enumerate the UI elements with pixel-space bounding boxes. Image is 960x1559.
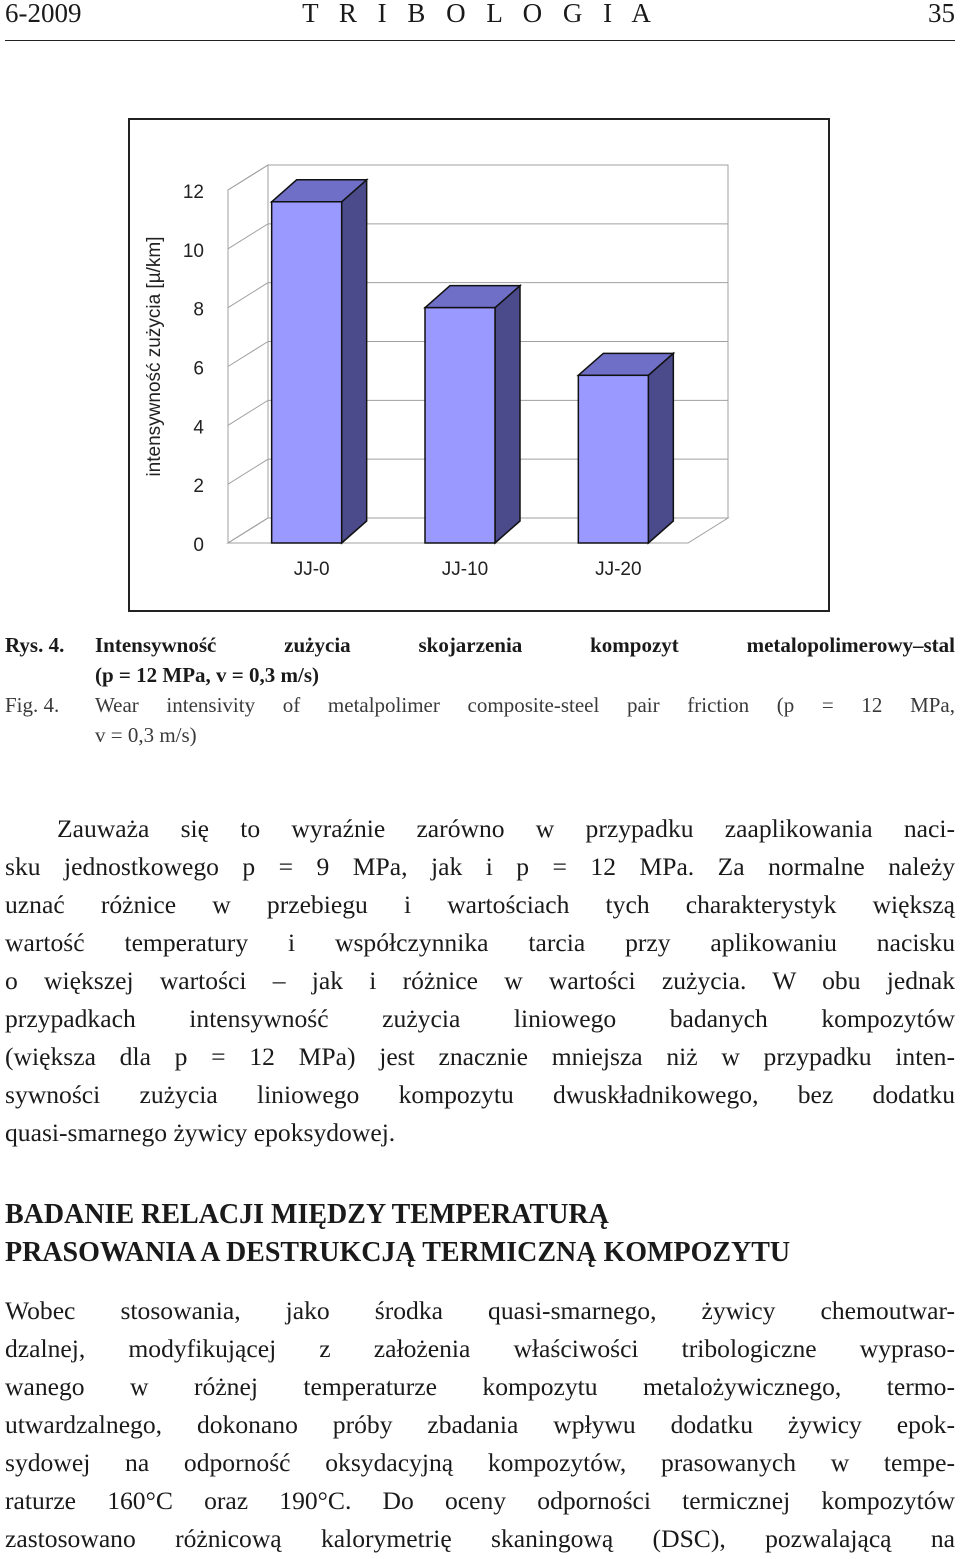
- bar-side: [342, 180, 367, 543]
- caption-pl-line-2: (p = 12 MPa, v = 0,3 m/s): [95, 663, 319, 687]
- figure-caption: [5, 630, 955, 750]
- bar-front: [425, 308, 495, 543]
- x-tick-label: JJ-20: [595, 559, 642, 580]
- journal-title: T R I B O L O G I A: [302, 0, 658, 28]
- y-axis-label: intensywność zużycia [µ/km]: [144, 236, 165, 477]
- text-line: o większej wartości – jak i różnice w wartości zużycia. W obu jednak: [5, 966, 955, 995]
- text-line: utwardzalnego, dokonano próby zbadania wpływu dodatku żywicy epok-: [5, 1410, 955, 1439]
- bar-chart: [128, 118, 830, 612]
- caption-en-line-2: v = 0,3 m/s): [95, 723, 197, 747]
- y-tick-label: 10: [182, 240, 204, 262]
- caption-pl-label: Rys. 4.: [5, 633, 65, 657]
- text-line: quasi-smarnego żywicy epoksydowej.: [5, 1118, 396, 1147]
- x-tick-label: JJ-10: [441, 559, 489, 580]
- caption-en-label: Fig. 4.: [5, 693, 60, 717]
- text-line: sku jednostkowego p = 9 MPa, jak i p = 12 MPa. Za normalne należy: [5, 852, 955, 881]
- caption-pl-line-1: Intensywność zużycia skojarzenia kompozyt metalopolimerowy–stal: [95, 633, 955, 657]
- text-line: raturze 160°C oraz 190°C. Do oceny odporności termicznej kompozytów: [5, 1486, 955, 1515]
- text-line: Zauważa się to wyraźnie zarówno w przypadku zaaplikowania naci-: [57, 814, 955, 843]
- x-tick-label: JJ-0: [293, 559, 330, 580]
- caption-en-line-1: Wear intensivity of metalpolimer composite-steel pair friction (p = 12 MPa,: [95, 693, 955, 717]
- bar-front: [272, 202, 342, 543]
- y-tick-label: 0: [193, 535, 204, 556]
- heading-line: BADANIE RELACJI MIĘDZY TEMPERATURĄ: [5, 1199, 609, 1230]
- y-tick-label: 8: [193, 299, 204, 321]
- running-head: [5, 0, 955, 41]
- text-line: uznać różnice w przebiegu i wartościach tych charakterystyk większą: [5, 890, 955, 919]
- text-line: wartość temperatury i współczynnika tarcia przy aplikowaniu nacisku: [5, 928, 955, 957]
- y-tick-label: 2: [193, 476, 204, 498]
- page-number: 35: [928, 0, 955, 28]
- text-line: dzalnej, modyfikującej z założenia właściwości tribologiczne wypraso-: [5, 1334, 955, 1363]
- bar-front: [578, 375, 648, 543]
- caption-en-row-2: [5, 720, 955, 750]
- text-line: sywności zużycia liniowego kompozytu dwuskładnikowego, bez dodatku: [5, 1080, 955, 1109]
- text-line: Wobec stosowania, jako środka quasi-smarnego, żywicy chemoutwar-: [5, 1296, 955, 1325]
- caption-pl-row-1: [5, 630, 955, 660]
- caption-en-row-1: [5, 690, 955, 720]
- y-tick-label: 6: [193, 358, 204, 380]
- text-line: wanego w różnej temperaturze kompozytu metalożywicznego, termo-: [5, 1372, 955, 1401]
- bar-side: [648, 353, 673, 543]
- text-line: zastosowano różnicową kalorymetrię skaningową (DSC), pozwalającą na: [5, 1524, 955, 1553]
- issue-number: 6-2009: [5, 0, 82, 28]
- figure-4: [128, 118, 830, 612]
- text-line: (większa dla p = 12 MPa) jest znacznie mniejsza niż w przypadku inten-: [5, 1042, 955, 1071]
- paragraph-2: [5, 1292, 955, 1558]
- y-tick-label: 12: [182, 182, 204, 203]
- heading-line: PRASOWANIA A DESTRUKCJĄ TERMICZNĄ KOMPOZYTU: [5, 1237, 791, 1268]
- paragraph-1: [5, 810, 955, 1152]
- section-heading: [5, 1196, 955, 1272]
- text-line: sydowej na odporność oksydacyjną kompozytów, prasowanych w tempe-: [5, 1448, 955, 1477]
- bar-side: [495, 286, 520, 543]
- text-line: przypadkach intensywność zużycia liniowego badanych kompozytów: [5, 1004, 955, 1033]
- y-tick-label: 4: [193, 417, 204, 439]
- caption-pl-row-2: [5, 660, 955, 690]
